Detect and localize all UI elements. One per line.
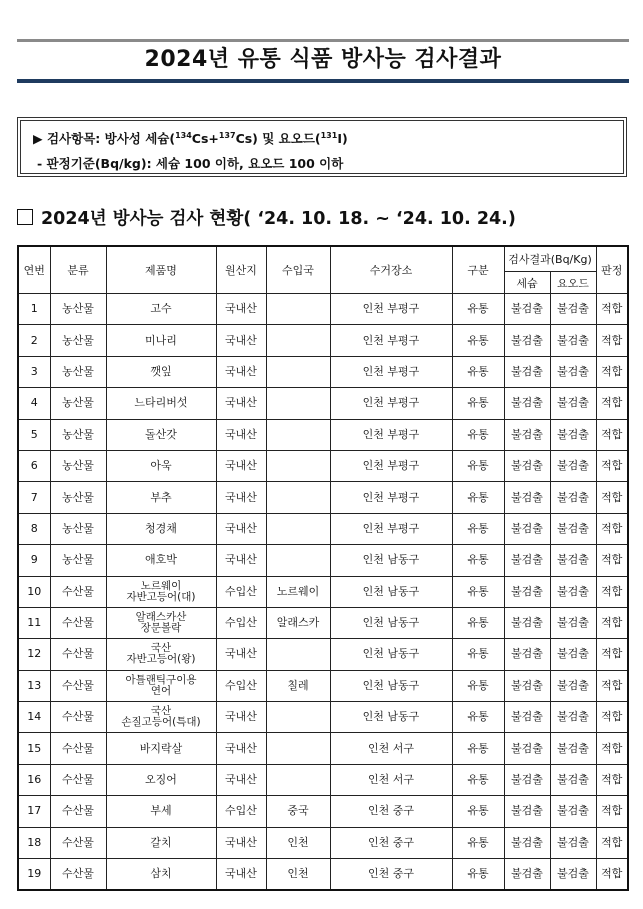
cell-no: 3 [18,356,50,387]
cell-iodine: 불검출 [550,607,596,638]
table-row [18,733,628,764]
header-iodine: 요오드 [550,272,596,294]
product-name-line: 깻잎 [150,364,172,378]
cell-location: 인천 남동구 [330,576,452,607]
cell-product [106,607,216,638]
cell-cesium: 불검출 [504,450,550,481]
cell-location: 인천 부평구 [330,388,452,419]
cell-import-country [266,482,330,513]
cell-verdict: 적합 [596,607,628,638]
cell-type: 유통 [452,294,504,325]
test-items-line [33,129,348,147]
cell-type: 유통 [452,764,504,795]
product-name-line: 연어 [150,684,172,697]
cell-verdict: 적합 [596,419,628,450]
cell-no: 15 [18,733,50,764]
cell-verdict: 적합 [596,639,628,670]
cell-location: 인천 남동구 [330,545,452,576]
cell-product [106,796,216,827]
cell-cesium: 불검출 [504,513,550,544]
cell-origin: 국내산 [216,325,266,356]
cell-origin: 수입산 [216,576,266,607]
page-title: 2024년 유통 식품 방사능 검사결과 [144,47,502,72]
cell-no: 16 [18,764,50,795]
cell-import-country [266,419,330,450]
table-row [18,388,628,419]
cell-origin: 국내산 [216,733,266,764]
product-name-line: 자반고등어(왕) [126,653,196,666]
criteria-line: - 판정기준(Bq/kg): 세슘 100 이하, 요오드 100 이하 [37,156,344,171]
cell-cesium: 불검출 [504,482,550,513]
cell-iodine: 불검출 [550,827,596,858]
cell-product [106,294,216,325]
header-location: 수거장소 [330,246,452,294]
cell-cesium: 불검출 [504,733,550,764]
cell-no: 19 [18,859,50,891]
cell-cesium: 불검출 [504,576,550,607]
product-name-line: 오징어 [145,773,177,787]
cell-verdict: 적합 [596,796,628,827]
cell-no: 9 [18,545,50,576]
table-row [18,827,628,858]
product-name-line: 아틀랜틱구이용 [125,673,197,686]
cell-origin: 수입산 [216,670,266,701]
cell-iodine: 불검출 [550,639,596,670]
cell-type: 유통 [452,482,504,513]
product-name-line: 갈치 [150,835,172,849]
product-name-line: 아욱 [150,459,172,473]
test-items-cs2: Cs) 및 요오드( [235,131,321,146]
cell-cesium: 불검출 [504,827,550,858]
cell-verdict: 적합 [596,702,628,733]
cell-category: 농산물 [50,482,106,513]
cell-cesium: 불검출 [504,388,550,419]
table-row [18,325,628,356]
cell-import-country [266,545,330,576]
cell-iodine: 불검출 [550,796,596,827]
table-row [18,513,628,544]
cell-verdict: 적합 [596,325,628,356]
section-title-text: 2024년 방사능 검사 현황( ‘24. 10. 18. ~ ‘24. 10. 24.) [41,209,516,229]
cell-import-country: 중국 [266,796,330,827]
cell-no: 17 [18,796,50,827]
cell-iodine: 불검출 [550,482,596,513]
product-name-line: 미나리 [145,333,177,347]
header-import-country: 수입국 [266,246,330,294]
product-name-line: 손질고등어(특대) [121,716,201,729]
cell-category: 농산물 [50,513,106,544]
cell-iodine: 불검출 [550,670,596,701]
product-name-line: 국산 [150,642,172,655]
cs134-mass-number: 134 [175,130,192,140]
cs137-mass-number: 137 [218,130,236,140]
criteria-box-inner [20,120,624,174]
cell-cesium: 불검출 [504,545,550,576]
cell-iodine: 불검출 [550,325,596,356]
product-name-line: 느타리버섯 [134,396,188,410]
cell-import-country [266,388,330,419]
cell-origin: 수입산 [216,607,266,638]
cell-iodine: 불검출 [550,356,596,387]
cell-import-country: 인천 [266,827,330,858]
cell-type: 유통 [452,827,504,858]
cell-location: 인천 중구 [330,796,452,827]
cell-verdict: 적합 [596,356,628,387]
cell-product [106,827,216,858]
cell-type: 유통 [452,859,504,891]
cell-origin: 국내산 [216,482,266,513]
criteria-box [17,117,627,177]
cell-category: 수산물 [50,702,106,733]
cell-type: 유통 [452,419,504,450]
cell-no: 14 [18,702,50,733]
table-row [18,859,628,891]
cell-product [106,733,216,764]
cell-cesium: 불검출 [504,607,550,638]
product-name-line: 장문볼락 [140,622,182,635]
cell-iodine: 불검출 [550,294,596,325]
cell-location: 인천 부평구 [330,356,452,387]
product-name-line: 돌산갓 [145,427,177,441]
table-row [18,482,628,513]
cell-import-country [266,294,330,325]
header-result: 검사결과(Bq/Kg) [504,246,596,272]
cell-no: 7 [18,482,50,513]
cell-product [106,388,216,419]
cell-import-country [266,702,330,733]
cell-cesium: 불검출 [504,419,550,450]
cell-import-country: 노르웨이 [266,576,330,607]
product-name-line: 자반고등어(대) [126,590,196,603]
cell-location: 인천 부평구 [330,294,452,325]
cell-iodine: 불검출 [550,450,596,481]
cell-import-country [266,325,330,356]
cell-iodine: 불검출 [550,513,596,544]
cell-iodine: 불검출 [550,576,596,607]
cell-verdict: 적합 [596,576,628,607]
table-row [18,576,628,607]
cell-verdict: 적합 [596,482,628,513]
table-row [18,670,628,701]
cell-location: 인천 남동구 [330,639,452,670]
cell-origin: 국내산 [216,294,266,325]
cell-verdict: 적합 [596,294,628,325]
cell-location: 인천 남동구 [330,607,452,638]
cell-product [106,576,216,607]
cell-type: 유통 [452,356,504,387]
cell-origin: 국내산 [216,827,266,858]
cell-verdict: 적합 [596,545,628,576]
cell-category: 수산물 [50,733,106,764]
cell-origin: 국내산 [216,764,266,795]
cell-type: 유통 [452,576,504,607]
cell-product [106,356,216,387]
checkbox-square-icon [17,209,33,225]
table-row [18,639,628,670]
cell-location: 인천 중구 [330,827,452,858]
cell-product [106,702,216,733]
cell-category: 수산물 [50,576,106,607]
cell-category: 농산물 [50,356,106,387]
cell-verdict: 적합 [596,764,628,795]
cell-type: 유통 [452,325,504,356]
cell-product [106,670,216,701]
table-row [18,702,628,733]
cell-type: 유통 [452,639,504,670]
cell-no: 11 [18,607,50,638]
cell-verdict: 적합 [596,733,628,764]
cell-no: 12 [18,639,50,670]
cell-location: 인천 중구 [330,859,452,891]
header-category: 분류 [50,246,106,294]
header-row [18,246,628,272]
product-name-line: 부추 [150,490,172,504]
cell-verdict: 적합 [596,859,628,891]
cell-verdict: 적합 [596,827,628,858]
cell-import-country [266,513,330,544]
cell-iodine: 불검출 [550,545,596,576]
cell-product [106,513,216,544]
cell-import-country: 알래스카 [266,607,330,638]
cell-location: 인천 부평구 [330,450,452,481]
cell-category: 농산물 [50,388,106,419]
results-table [17,245,629,891]
header-origin: 원산지 [216,246,266,294]
cell-location: 인천 서구 [330,733,452,764]
table-row [18,796,628,827]
cell-location: 인천 남동구 [330,670,452,701]
table-row [18,545,628,576]
cell-type: 유통 [452,450,504,481]
cell-cesium: 불검출 [504,670,550,701]
cell-import-country [266,356,330,387]
cell-cesium: 불검출 [504,356,550,387]
product-name-line: 삼치 [150,867,172,881]
cell-origin: 수입산 [216,796,266,827]
section-title [17,205,516,230]
cell-import-country [266,764,330,795]
cell-product [106,450,216,481]
test-items-cs1: Cs+ [191,131,219,146]
table-row [18,450,628,481]
cell-no: 18 [18,827,50,858]
cell-verdict: 적합 [596,670,628,701]
cell-category: 수산물 [50,607,106,638]
cell-product [106,482,216,513]
cell-cesium: 불검출 [504,294,550,325]
cell-product [106,325,216,356]
cell-category: 수산물 [50,639,106,670]
cell-no: 1 [18,294,50,325]
cell-origin: 국내산 [216,639,266,670]
cell-no: 5 [18,419,50,450]
cell-type: 유통 [452,388,504,419]
cell-type: 유통 [452,513,504,544]
cell-origin: 국내산 [216,419,266,450]
table-row [18,356,628,387]
cell-import-country [266,450,330,481]
product-name-line: 부세 [150,804,172,818]
cell-category: 농산물 [50,419,106,450]
cell-category: 수산물 [50,827,106,858]
cell-category: 수산물 [50,670,106,701]
cell-location: 인천 부평구 [330,482,452,513]
title-bottom-rule [17,79,629,83]
cell-verdict: 적합 [596,450,628,481]
cell-origin: 국내산 [216,356,266,387]
header-no: 연번 [18,246,50,294]
i131-mass-number: 131 [320,130,338,140]
test-items-prefix: ▶ 검사항목: 방사성 세슘( [33,131,176,146]
cell-cesium: 불검출 [504,702,550,733]
product-name-line: 고수 [150,302,172,316]
table-row [18,419,628,450]
cell-product [106,639,216,670]
header-product: 제품명 [106,246,216,294]
cell-location: 인천 부평구 [330,513,452,544]
cell-no: 4 [18,388,50,419]
cell-iodine: 불검출 [550,388,596,419]
cell-origin: 국내산 [216,702,266,733]
cell-product [106,764,216,795]
product-name-line: 바지락살 [139,741,183,755]
cell-verdict: 적합 [596,388,628,419]
header-cesium: 세슘 [504,272,550,294]
cell-product [106,419,216,450]
cell-cesium: 불검출 [504,325,550,356]
cell-location: 인천 서구 [330,764,452,795]
product-name-line: 청경채 [145,521,177,535]
cell-product [106,545,216,576]
cell-category: 농산물 [50,325,106,356]
cell-type: 유통 [452,796,504,827]
product-name-line: 애호박 [145,553,177,567]
cell-product [106,859,216,891]
cell-location: 인천 부평구 [330,325,452,356]
cell-category: 농산물 [50,294,106,325]
product-name-line: 국산 [150,705,172,718]
cell-type: 유통 [452,545,504,576]
cell-verdict: 적합 [596,513,628,544]
cell-no: 10 [18,576,50,607]
cell-origin: 국내산 [216,513,266,544]
cell-origin: 국내산 [216,545,266,576]
cell-type: 유통 [452,670,504,701]
cell-category: 농산물 [50,450,106,481]
header-verdict: 판정 [596,246,628,294]
cell-location: 인천 부평구 [330,419,452,450]
cell-origin: 국내산 [216,859,266,891]
table-body [18,294,628,891]
cell-origin: 국내산 [216,388,266,419]
cell-no: 6 [18,450,50,481]
cell-type: 유통 [452,702,504,733]
cell-no: 2 [18,325,50,356]
cell-import-country [266,639,330,670]
cell-no: 13 [18,670,50,701]
table-row [18,764,628,795]
cell-iodine: 불검출 [550,702,596,733]
cell-iodine: 불검출 [550,419,596,450]
cell-import-country [266,733,330,764]
cell-category: 수산물 [50,764,106,795]
cell-iodine: 불검출 [550,733,596,764]
test-items-suffix: I) [337,131,348,146]
cell-import-country: 인천 [266,859,330,891]
cell-type: 유통 [452,607,504,638]
cell-cesium: 불검출 [504,859,550,891]
cell-cesium: 불검출 [504,639,550,670]
cell-iodine: 불검출 [550,859,596,891]
cell-origin: 국내산 [216,450,266,481]
cell-location: 인천 남동구 [330,702,452,733]
cell-category: 농산물 [50,545,106,576]
cell-iodine: 불검출 [550,764,596,795]
header-type: 구분 [452,246,504,294]
cell-no: 8 [18,513,50,544]
cell-cesium: 불검출 [504,796,550,827]
cell-cesium: 불검출 [504,764,550,795]
cell-category: 수산물 [50,796,106,827]
cell-import-country: 칠레 [266,670,330,701]
cell-type: 유통 [452,733,504,764]
table-row [18,607,628,638]
cell-category: 수산물 [50,859,106,891]
table-row [18,294,628,325]
product-name-line: 알래스카산 [135,611,187,624]
product-name-line: 노르웨이 [140,579,182,592]
